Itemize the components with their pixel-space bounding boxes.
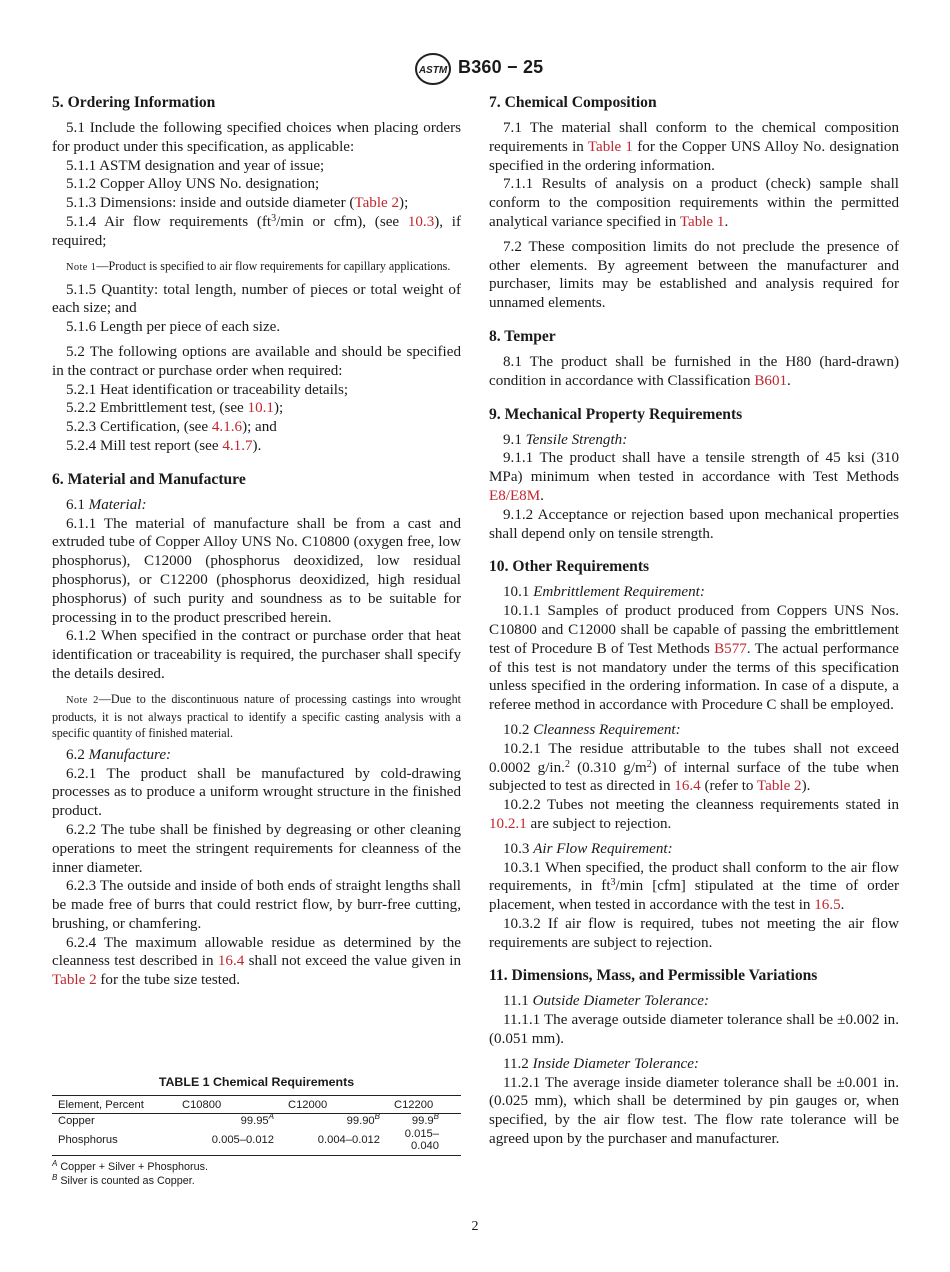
para-5-1-2: 5.1.2 Copper Alloy UNS No. designation; [66,176,320,193]
table-header: C10800 [176,1096,282,1114]
para-6-1-1: 6.1.1 The material of manufacture shall be from a cast and extruded tube of Copper Alloy UNS No. C10800 (oxygen free, low phosphorus), C12000 (phosphorus deoxidized, low residual phosphorus), or C12200 (phosphorus deoxidized, high residual phosphorus) of such purity and soundness as to be suitable for processing in to the product prescribed herein. [52,515,461,626]
para-5-1-5: 5.1.5 Quantity: total length, number of pieces or total weight of each size; and [52,281,461,317]
para-6-1: 6.1 Material: [66,496,147,513]
para-10-2-2: 10.2.2 Tubes not meeting the cleanness requirements stated in 10.2.1 are subject to rejection. [489,797,899,832]
link-table-2[interactable]: Table 2 [52,972,97,989]
link-10-1[interactable]: 10.1 [247,400,274,417]
footnote-a: $^A$ Copper + Silver + Phosphorus. [52,1159,208,1173]
para-7-1-1: 7.1.1 Results of analysis on a product (check) sample shall conform to the composition requirements within the permitted analytical variance specified in Table 1. [489,176,899,230]
section-9-heading: 9. Mechanical Property Requirements [489,405,743,423]
para-5-2: 5.2 The following options are available and should be specified in the contract or purchase order when required: [52,343,461,379]
para-10-1: 10.1 Embrittlement Requirement: [503,584,705,601]
para-5-1-4: 5.1.4 Air flow requirements ($ft^3/\min$ or cfm), (see 10.3), if required; [52,212,461,249]
link-16-4[interactable]: 16.4 [674,778,701,795]
link-e8-e8m[interactable]: E8/E8M [489,487,541,504]
para-6-2-4: 6.2.4 The maximum allowable residue as determined by the cleanness test described in 16.4 shall not exceed the value given in Table 2 for the tube size tested. [52,934,462,989]
link-table-1[interactable]: Table 1 [587,138,633,155]
para-5-2-4: 5.2.4 Mill test report (see 4.1.7). [66,437,262,454]
page-header [0,52,950,86]
right-column [489,93,899,1149]
para-10-2-1: 10.2.1 The residue attributable to the tubes shall not exceed 0.0002 g/in.$^2$ (0.310 $g/m^2$) of internal surface of the tube when subjected to test as directed in 16.4 (refer to Table 2). [489,740,899,795]
left-column [52,93,461,990]
para-5-1-6: 5.1.6 Length per piece of each size. [66,319,281,336]
chemical-requirements-table [52,1095,461,1156]
para-8-1: 8.1 The product shall be furnished in the H80 (hard-drawn) condition in accordance with Classification B601. [489,353,899,389]
para-9-1-2: 9.1.2 Acceptance or rejection based upon mechanical properties shall depend only on tensile strength. [489,506,899,542]
table-header: Element, Percent [52,1096,176,1114]
link-table-2[interactable]: Table 2 [756,778,802,795]
link-4-1-6[interactable]: 4.1.6 [211,419,243,436]
para-6-2-3: 6.2.3 The outside and inside of both ends of straight lengths shall be made free of burrs that could restrict flow, by burr-free cutting, brushing, or chamfering. [52,878,461,932]
table-row: Copper $99.95^A$ $99.90^B$ $99.9^B$ [58,1112,439,1127]
para-10-3: 10.3 Air Flow Requirement: [503,840,673,857]
link-4-1-7[interactable]: 4.1.7 [222,437,253,454]
para-11-1-1: 11.1.1 The average outside diameter tolerance shall be ±0.002 in. (0.051 mm). [489,1012,899,1048]
para-11-2: 11.2 Inside Diameter Tolerance: [503,1055,699,1072]
section-7-heading: 7. Chemical Composition [489,94,657,111]
link-16-4[interactable]: 16.4 [217,953,245,970]
section-8-heading: 8. Temper [489,327,556,345]
para-9-1-1: 9.1.1 The product shall have a tensile strength of 45 ksi (310 MPa) minimum when tested in accordance with Test Methods E8/E8M. [489,450,899,504]
para-5-1-3: 5.1.3 Dimensions: inside and outside diameter (Table 2); [66,195,409,212]
table-header: C12000 [282,1096,388,1114]
table-1 [52,1075,461,1188]
link-16-5[interactable]: 16.5 [814,897,841,914]
section-5-heading: 5. Ordering Information [52,94,216,111]
para-7-2: 7.2 These composition limits do not preclude the presence of other elements. By agreement between the manufacturer and purchaser, limits may be established and analysis required for unnamed elements. [489,238,899,312]
para-6-2-1: 6.2.1 The product shall be manufactured by cold-drawing processes as to produce a uniform wrought structure in the finished product. [52,765,461,820]
table-1-title: TABLE 1 Chemical Requirements [158,1075,355,1089]
link-table-2[interactable]: Table 2 [354,195,400,212]
logo-text: ASTM [418,65,448,76]
table-footnotes [52,1160,461,1188]
para-10-3-2: 10.3.2 If air flow is required, tubes not meeting the air flow requirements are subject to rejection. [489,915,899,951]
para-11-1: 11.1 Outside Diameter Tolerance: [503,993,709,1010]
para-6-1-2: 6.1.2 When specified in the contract or purchase order that heat identification or traceability is required, the purchaser shall specify the details desired. [52,628,461,682]
para-6-2-2: 6.2.2 The tube shall be finished by degreasing or other cleaning operations to meet the stringent requirements for cleanness of the inner diameter. [52,821,461,876]
link-10-2-1[interactable]: 10.2.1 [489,815,527,832]
para-5-2-2: 5.2.2 Embrittlement test, (see 10.1); [66,400,284,417]
para-5-1-1: 5.1.1 ASTM designation and year of issue; [66,157,325,174]
para-11-2-1: 11.2.1 The average inside diameter tolerance shall be ±0.001 in. (0.025 mm), which shall be determined by pin gauges or, when specified, by the air flow test. The flow rate tolerance will be agreed upon by the purchaser and manufacturer. [489,1074,899,1148]
link-table-1[interactable]: Table 1 [679,213,725,230]
para-5-1: 5.1 Include the following specified choices when placing orders for product under this specification, as applicable: [52,120,461,155]
para-5-2-1: 5.2.1 Heat identification or traceability details; [66,381,349,398]
link-b601[interactable]: B601 [754,372,788,389]
document-id: B360 − 25 [458,57,544,77]
note-1: Note 1—Product is specified to air flow requirements for capillary applications. [66,258,451,273]
astm-logo-icon [414,52,452,86]
para-5-2-3: 5.2.3 Certification, (see 4.1.6); and [66,419,277,436]
footnote-b: $^B$ Silver is counted as Copper. [52,1173,195,1187]
link-b577[interactable]: B577 [714,640,747,657]
section-10-heading: 10. Other Requirements [489,558,650,576]
table-row: Phosphorus 0.005–0.012 0.004–0.012 0.015–0.040 [52,1127,461,1156]
para-6-2: 6.2 Manufacture: [66,746,172,763]
table-header: C12200 [388,1096,461,1114]
para-10-1-1: 10.1.1 Samples of product produced from Coppers UNS Nos. C10800 and C12000 shall be capable of passing the embrittlement test of Procedure B of Test Methods B577. The actual performance of this test is not mandatory under the terms of this specification unless specified in the ordering information. In case of a dispute, a referee method in accordance with Procedure C shall be employed. [489,603,900,714]
para-10-3-1: 10.3.1 When specified, the product shall conform to the air flow requirements, in $ft^3/\min$ [cfm] stipulated at the time of order placement, when tested in accordance with the test in 16.5. [489,859,899,914]
page-number: 2 [471,1219,479,1234]
para-9-1: 9.1 Tensile Strength: [503,431,628,448]
note-2: Note 2—Due to the discontinuous nature of processing castings into wrought products, it is not always practical to identify a specific casting analysis with a specific quantity of finished material. [52,691,461,740]
section-6-heading: 6. Material and Manufacture [52,470,246,488]
link-10-3[interactable]: 10.3 [407,213,435,230]
para-10-2: 10.2 Cleanness Requirement: [503,721,681,738]
section-11-heading: 11. Dimensions, Mass, and Permissible Variations [489,967,818,985]
para-7-1: 7.1 The material shall conform to the chemical composition requirements in Table 1 for the Copper UNS Alloy No. designation specified in the ordering information. [489,120,899,174]
